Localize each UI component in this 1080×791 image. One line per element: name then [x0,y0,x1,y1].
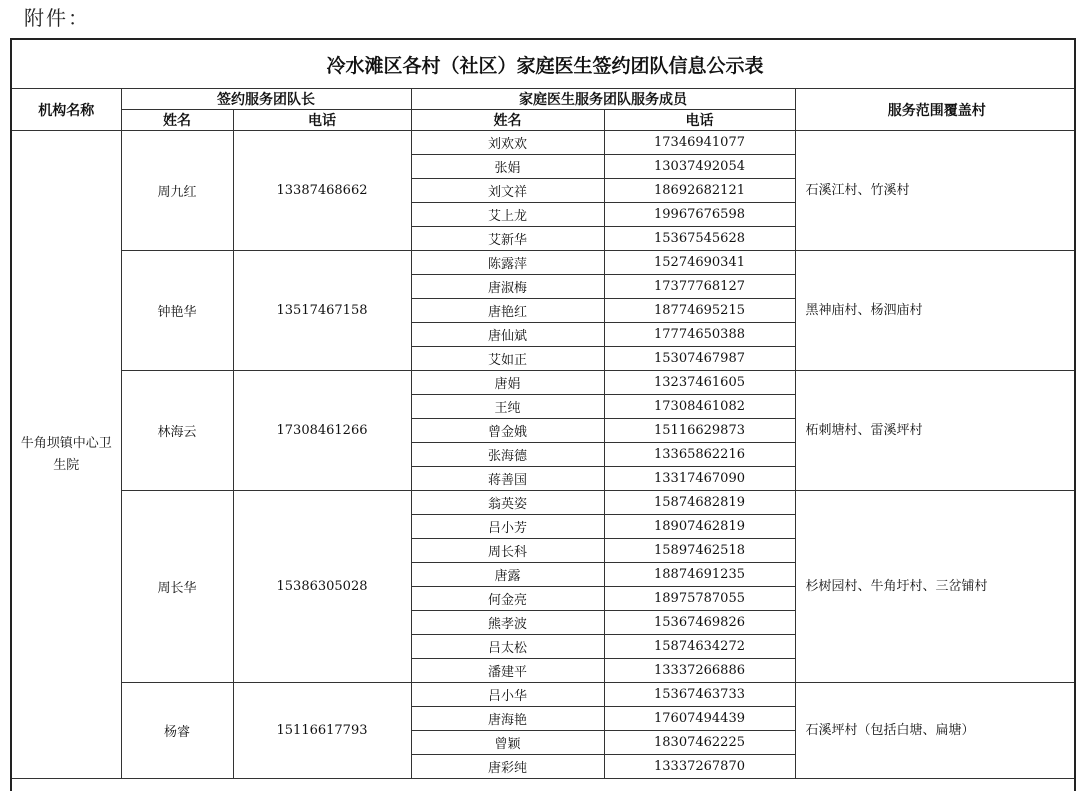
leader-name: 杨睿 [121,683,233,779]
member-name: 张娟 [411,155,604,179]
leader-name: 周九红 [121,131,233,251]
leader-name: 钟艳华 [121,251,233,371]
member-phone: 15874634272 [604,635,795,659]
member-name: 曾金娥 [411,419,604,443]
member-phone: 17607494439 [604,707,795,731]
coverage-villages: 柘刺塘村、雷溪坪村 [795,371,1076,491]
attachment-label: 附件： [24,6,90,30]
header-leader-name: 姓名 [121,110,233,131]
header-member-phone: 电话 [604,110,795,131]
member-phone: 18907462819 [604,515,795,539]
member-name: 王纯 [411,395,604,419]
member-phone: 15274690341 [604,251,795,275]
coverage-villages: 石溪坪村（包括白塘、扁塘） [795,683,1076,779]
member-phone: 15874682819 [604,491,795,515]
member-name: 蒋善国 [411,467,604,491]
header-leader-phone: 电话 [233,110,411,131]
member-name: 周长科 [411,539,604,563]
member-name: 唐娟 [411,371,604,395]
table-row [12,131,1076,155]
member-phone: 15307467987 [604,347,795,371]
member-phone: 18874691235 [604,563,795,587]
info-table-container [10,38,1076,791]
member-phone: 18975787055 [604,587,795,611]
member-phone: 18307462225 [604,731,795,755]
member-name: 熊孝波 [411,611,604,635]
leader-name: 周长华 [121,491,233,683]
member-phone: 13365862216 [604,443,795,467]
member-name: 刘欢欢 [411,131,604,155]
member-phone: 18692682121 [604,179,795,203]
leader-phone: 17308461266 [233,371,411,491]
member-name: 唐艳红 [411,299,604,323]
member-name: 张海德 [411,443,604,467]
table-row [12,683,1076,707]
member-name: 唐淑梅 [411,275,604,299]
table-row [12,491,1076,515]
table-row [12,371,1076,395]
member-name: 吕小芳 [411,515,604,539]
member-phone: 17346941077 [604,131,795,155]
member-name: 曾颖 [411,731,604,755]
institution-name: 牛角坝镇中心卫生院 [12,131,121,779]
member-name: 唐海艳 [411,707,604,731]
header-institution: 机构名称 [12,89,121,131]
member-name: 艾上龙 [411,203,604,227]
member-phone: 13337266886 [604,659,795,683]
member-name: 陈露萍 [411,251,604,275]
leader-phone: 13387468662 [233,131,411,251]
leader-phone: 15116617793 [233,683,411,779]
leader-phone: 15386305028 [233,491,411,683]
member-phone: 19967676598 [604,203,795,227]
header-member-name: 姓名 [411,110,604,131]
member-phone: 17377768127 [604,275,795,299]
member-name: 潘建平 [411,659,604,683]
member-name: 何金亮 [411,587,604,611]
table-row [12,251,1076,275]
member-name: 吕太松 [411,635,604,659]
member-phone: 13237461605 [604,371,795,395]
team-info-table [12,40,1076,779]
coverage-villages: 杉树园村、牛角圩村、三岔铺村 [795,491,1076,683]
member-name: 刘文祥 [411,179,604,203]
member-name: 唐仙斌 [411,323,604,347]
leader-name: 林海云 [121,371,233,491]
header-member-group: 家庭医生服务团队服务成员 [411,89,795,110]
member-phone: 17308461082 [604,395,795,419]
member-name: 唐露 [411,563,604,587]
member-phone: 17774650388 [604,323,795,347]
coverage-villages: 黑神庙村、杨泗庙村 [795,251,1076,371]
member-name: 吕小华 [411,683,604,707]
coverage-villages: 石溪江村、竹溪村 [795,131,1076,251]
member-phone: 15897462518 [604,539,795,563]
table-title: 冷水滩区各村（社区）家庭医生签约团队信息公示表 [12,40,1076,89]
member-name: 艾如正 [411,347,604,371]
header-leader-group: 签约服务团队长 [121,89,411,110]
member-phone: 15367469826 [604,611,795,635]
member-phone: 15367463733 [604,683,795,707]
member-phone: 18774695215 [604,299,795,323]
member-phone: 15367545628 [604,227,795,251]
member-phone: 15116629873 [604,419,795,443]
leader-phone: 13517467158 [233,251,411,371]
member-name: 艾新华 [411,227,604,251]
member-phone: 13337267870 [604,755,795,779]
header-coverage: 服务范围覆盖村 [795,89,1076,131]
member-phone: 13037492054 [604,155,795,179]
member-name: 唐彩纯 [411,755,604,779]
member-phone: 13317467090 [604,467,795,491]
member-name: 翁英姿 [411,491,604,515]
